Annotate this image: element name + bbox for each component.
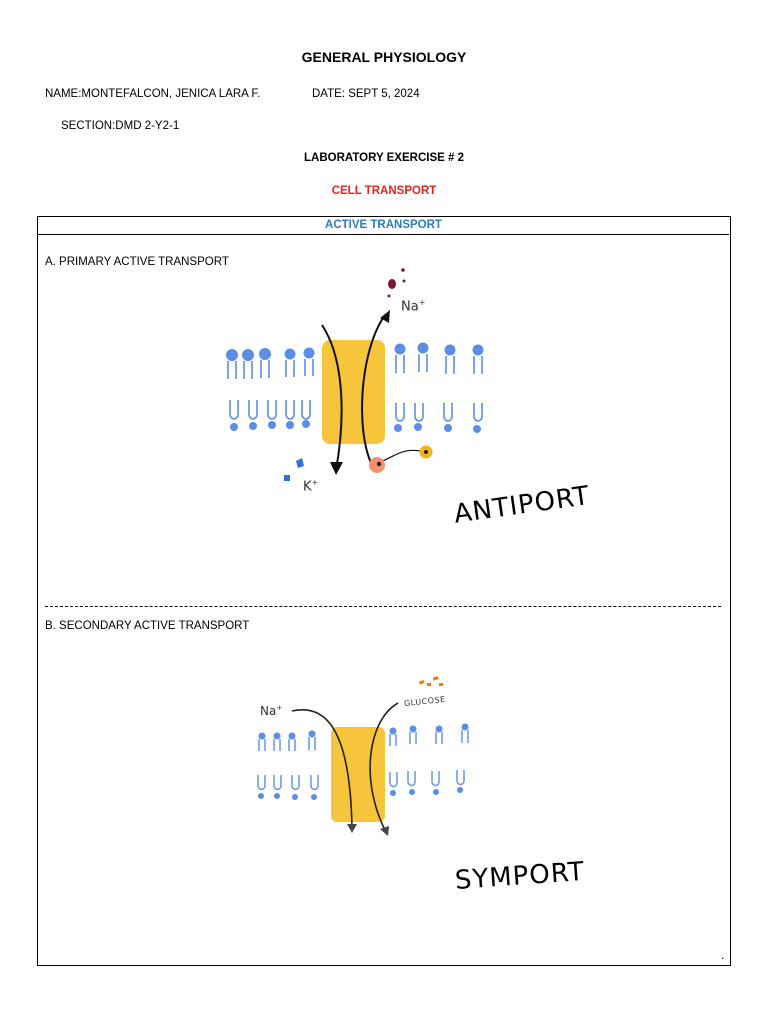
potassium-label: K+ (303, 478, 319, 495)
student-section: SECTION:DMD 2-Y2-1 (61, 120, 180, 132)
sodium-label: Na+ (401, 298, 426, 315)
page-title: GENERAL PHYSIOLOGY (301, 49, 467, 65)
lab-exercise-title: LABORATORY EXERCISE # 2 (304, 152, 464, 164)
antiport-label: ANTIPORT (452, 480, 592, 530)
table-header: ACTIVE TRANSPORT (38, 217, 729, 235)
trailing-mark: . (721, 948, 725, 962)
lipid-lower-right-b (390, 770, 464, 796)
lipid-upper-left-b (259, 731, 316, 752)
glucose-molecules (419, 676, 443, 686)
lipid-upper-right-b (390, 724, 469, 747)
section-b-label: B. SECONDARY ACTIVE TRANSPORT (45, 620, 250, 632)
exercise-date: DATE: SEPT 5, 2024 (312, 88, 420, 100)
section-a-label: A. PRIMARY ACTIVE TRANSPORT (45, 256, 229, 268)
sodium-label-b: Na+ (260, 704, 283, 718)
symport-label: SYMPORT (454, 856, 586, 896)
glucose-label: GLUCOSE (403, 694, 446, 709)
topic-title: CELL TRANSPORT (331, 185, 437, 197)
lipid-lower-left-b (258, 775, 318, 800)
student-name: NAME:MONTEFALCON, JENICA LARA F. (45, 88, 261, 100)
